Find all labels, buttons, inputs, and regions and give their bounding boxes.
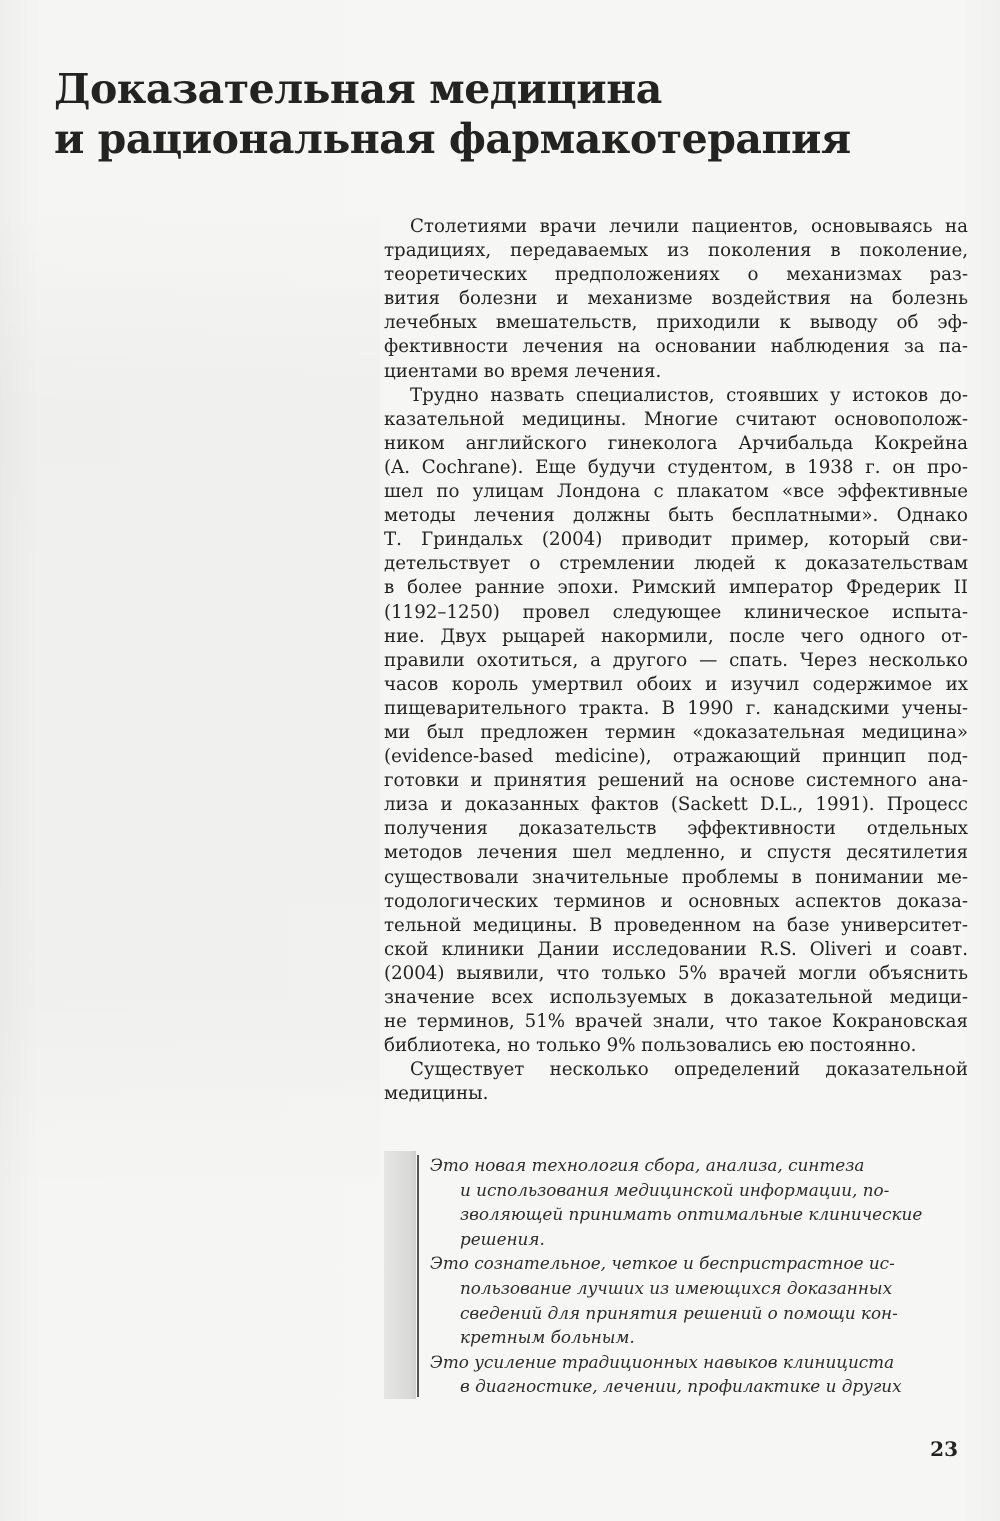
definition-item — [430, 1350, 960, 1399]
text-line: готовки и принятия решений на основе системного ана- — [384, 770, 968, 792]
text-line: Трудно назвать специалистов, стоявших у истоков до- — [410, 384, 968, 406]
text-line: (2004) выявили, что только 5% врачей могли объяснить — [384, 962, 968, 984]
definitions-list — [430, 1153, 960, 1399]
definitions-rule — [417, 1155, 419, 1397]
definition-line: Это сознательное, четкое и беспристрастное ис- — [430, 1253, 895, 1274]
definition-line: Это новая технология сбора, анализа, синтеза — [430, 1155, 865, 1175]
text-line: шел по улицам Лондона с плакатом «все эффективные — [384, 481, 968, 503]
text-line: Столетиями врачи лечили пациентов, основываясь на — [410, 216, 968, 237]
text-line: в более ранние эпохи. Римский император Фредерик II — [384, 577, 968, 599]
text-line: значение всех используемых в доказательной медици- — [384, 987, 968, 1008]
text-line: теоретических предположениях о механизмах раз- — [384, 264, 968, 286]
definition-line: и использования медицинской информации, по- — [460, 1179, 890, 1200]
text-line: вития болезни и механизме воздействия на болезнь — [384, 288, 968, 310]
text-line: фективности лечения на основании наблюдения за па- — [384, 336, 968, 358]
definition-line: пользование лучших из имеющихся доказанных — [460, 1277, 893, 1298]
text-line: (1192–1250) провел следующее клиническое испыта- — [384, 601, 968, 623]
text-line: Существует несколько определений доказательной — [410, 1059, 968, 1081]
text-line: часов король умертвил обоих и изучил содержимое их — [384, 673, 968, 695]
definition-line: сведений для принятия решений о помощи кон- — [460, 1302, 898, 1323]
text-line: не терминов, 51% врачей знали, что такое Кокрановская — [384, 1011, 968, 1033]
paragraph-2 — [384, 384, 968, 1059]
chapter-title — [54, 64, 954, 164]
text-line: (A. Cochrane). Еще будучи студентом, в 1938 г. он про- — [384, 456, 968, 478]
text-line: детельствует о стремлении людей к доказательствам — [384, 553, 968, 575]
definition-line: зволяющей принимать оптимальные клинические — [460, 1204, 923, 1225]
text-line: существовали значительные проблемы в понимании ме- — [384, 866, 968, 888]
definitions-block — [384, 1151, 964, 1401]
definition-item — [430, 1153, 960, 1251]
text-line: методы лечения должны быть бесплатными». Однако — [384, 505, 968, 527]
text-line: казательной медицины. Многие считают основополож- — [384, 408, 968, 430]
text-line: циентами во время лечения. — [384, 360, 662, 382]
text-line: ской клиники Дании исследовании R.S. Oliveri и соавт. — [384, 938, 968, 960]
text-line: медицины. — [384, 1083, 489, 1105]
paragraph-1 — [384, 215, 968, 384]
definition-line: в диагностике, лечении, профилактике и других — [460, 1376, 902, 1397]
page-shading — [0, 200, 380, 1200]
text-line: получения доказательств эффективности отдельных — [384, 818, 968, 840]
text-line: (evidence-based medicine), отражающий принцип под- — [384, 746, 968, 768]
text-line: тодологических терминов и основных аспектов доказа- — [384, 890, 968, 912]
text-line: лиза и доказанных фактов (Sackett D.L., 1991). Процесс — [384, 794, 968, 816]
text-line: пищеварительного тракта. В 1990 г. канадскими учены- — [384, 697, 968, 719]
text-line: Т. Гриндальх (2004) приводит пример, который сви- — [384, 529, 968, 551]
text-line: ником английского гинеколога Арчибальда Кокрейна — [384, 432, 968, 454]
body-text-column — [384, 215, 968, 1106]
text-line: ми был предложен термин «доказательная медицина» — [384, 721, 968, 743]
definitions-side-bar — [384, 1151, 416, 1399]
chapter-title-line-2: и рациональная фармакотерапия — [54, 115, 851, 163]
text-line: лечебных вмешательств, приходили к выводу об эф- — [384, 312, 968, 334]
text-line: методов лечения шел медленно, и спустя десятилетия — [384, 842, 968, 864]
definition-line: кретным больным. — [460, 1327, 635, 1348]
paragraph-3 — [384, 1058, 968, 1106]
text-line: ние. Двух рыцарей накормили, после чего одного от- — [384, 625, 968, 647]
definition-item — [430, 1251, 960, 1349]
page-number: 23 — [930, 1437, 958, 1461]
text-line: тельной медицины. В проведенном на базе университет- — [384, 914, 968, 936]
definition-line: Это усиление традиционных навыков клинициста — [430, 1351, 895, 1372]
text-line: правили охотиться, а другого — спать. Через несколько — [384, 649, 968, 671]
chapter-title-line-1: Доказательная медицина — [54, 65, 662, 113]
text-line: библиотека, но только 9% пользовались ею постоянно. — [384, 1035, 917, 1057]
text-line: традициях, передаваемых из поколения в поколение, — [384, 240, 968, 262]
definition-line: решения. — [460, 1228, 545, 1249]
